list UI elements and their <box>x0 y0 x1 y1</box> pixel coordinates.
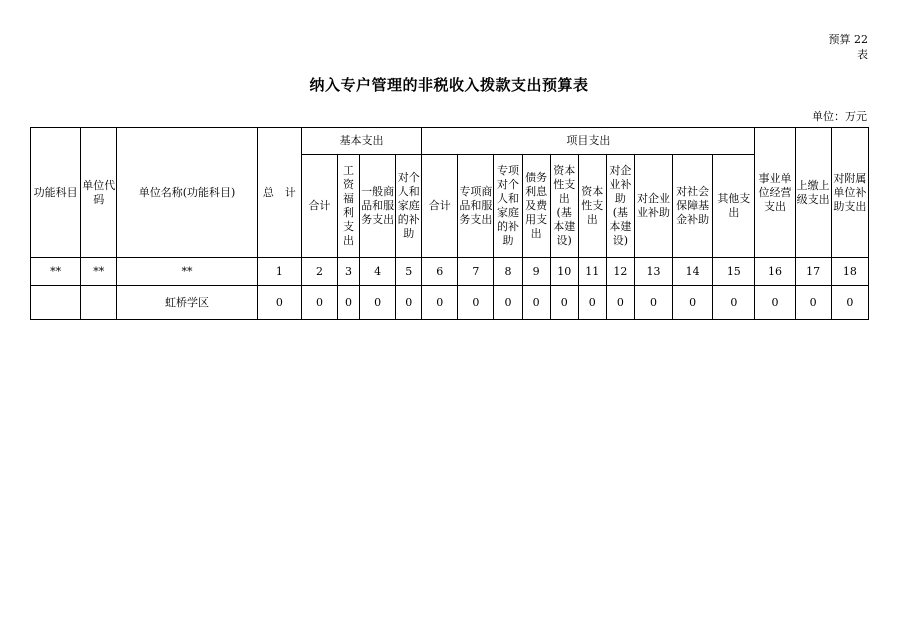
cell-function-subject <box>31 286 81 320</box>
header-unit-code: 单位代码 <box>81 128 117 258</box>
header-basic-wages: 工资福利支出 <box>338 155 360 258</box>
table-cell: 0 <box>713 286 755 320</box>
index-cell: 11 <box>578 258 606 286</box>
index-cell: 8 <box>494 258 522 286</box>
cell-unit-code <box>81 286 117 320</box>
index-cell: 7 <box>458 258 494 286</box>
table-cell: 0 <box>755 286 795 320</box>
index-cell: 6 <box>422 258 458 286</box>
table-cell: 0 <box>338 286 360 320</box>
index-cell: 17 <box>795 258 831 286</box>
table-cell: 0 <box>550 286 578 320</box>
header-project-goods-services: 专项商品和服务支出 <box>458 155 494 258</box>
header-project-enterprise-subsidy: 对企业业补助 <box>634 155 672 258</box>
unit-label: 单位：万元 <box>812 110 867 123</box>
index-cell: 12 <box>606 258 634 286</box>
index-cell: 2 <box>301 258 337 286</box>
header-basic-goods-services: 一般商品和服务支出 <box>360 155 396 258</box>
index-cell: 4 <box>360 258 396 286</box>
page-title: 纳入专户管理的非税收入拨款支出预算表 <box>309 76 589 94</box>
index-cell: 10 <box>550 258 578 286</box>
table-cell: 0 <box>606 286 634 320</box>
header-basic-subtotal: 合计 <box>301 155 337 258</box>
index-cell: 3 <box>338 258 360 286</box>
header-row-groups <box>31 128 869 155</box>
index-cell: 16 <box>755 258 795 286</box>
table-cell: 0 <box>360 286 396 320</box>
header-group-project: 项目支出 <box>422 128 755 155</box>
header-basic-household-subsidy: 对个人和家庭的补助 <box>396 155 422 258</box>
table-cell: 0 <box>522 286 550 320</box>
table-cell: 0 <box>795 286 831 320</box>
cell-unit-name: 虹桥学区 <box>117 286 257 320</box>
header-project-capital-construction: 资本性支出(基本建设) <box>550 155 578 258</box>
index-cell: 13 <box>634 258 672 286</box>
index-cell: 18 <box>831 258 868 286</box>
index-cell: 14 <box>673 258 713 286</box>
header-project-other: 其他支出 <box>713 155 755 258</box>
table-cell: 0 <box>494 286 522 320</box>
table-cell: 0 <box>396 286 422 320</box>
header-subsidy-to-subsidiary: 对附属单位补助支出 <box>831 128 868 258</box>
header-business-operation: 事业单位经营支出 <box>755 128 795 258</box>
table-cell: 0 <box>673 286 713 320</box>
header-total: 总 计 <box>257 128 301 258</box>
header-group-basic: 基本支出 <box>301 128 421 155</box>
header-project-debt-interest: 债务利息及费用支出 <box>522 155 550 258</box>
table-cell: 0 <box>578 286 606 320</box>
header-unit-name: 单位名称(功能科目) <box>117 128 257 258</box>
index-cell: 9 <box>522 258 550 286</box>
header-project-subtotal: 合计 <box>422 155 458 258</box>
index-cell: ** <box>31 258 81 286</box>
header-payment-to-superior: 上缴上级支出 <box>795 128 831 258</box>
table-row <box>31 286 869 320</box>
table-cell: 0 <box>831 286 868 320</box>
header-project-social-security: 对社会保障基金补助 <box>673 155 713 258</box>
table-cell: 0 <box>301 286 337 320</box>
header-project-enterprise-construction: 对企业补助(基本建设) <box>606 155 634 258</box>
index-cell: 15 <box>713 258 755 286</box>
budget-table <box>30 127 869 320</box>
header-project-capital: 资本性支出 <box>578 155 606 258</box>
index-cell: ** <box>117 258 257 286</box>
header-project-household-subsidy: 专项对个人和家庭的补助 <box>494 155 522 258</box>
header-function-subject: 功能科目 <box>31 128 81 258</box>
table-cell: 0 <box>458 286 494 320</box>
column-index-row <box>31 258 869 286</box>
table-cell: 0 <box>634 286 672 320</box>
form-code: 预算 22 表 <box>828 33 868 61</box>
index-cell: 1 <box>257 258 301 286</box>
table-cell: 0 <box>422 286 458 320</box>
index-cell: ** <box>81 258 117 286</box>
index-cell: 5 <box>396 258 422 286</box>
cell-total: 0 <box>257 286 301 320</box>
